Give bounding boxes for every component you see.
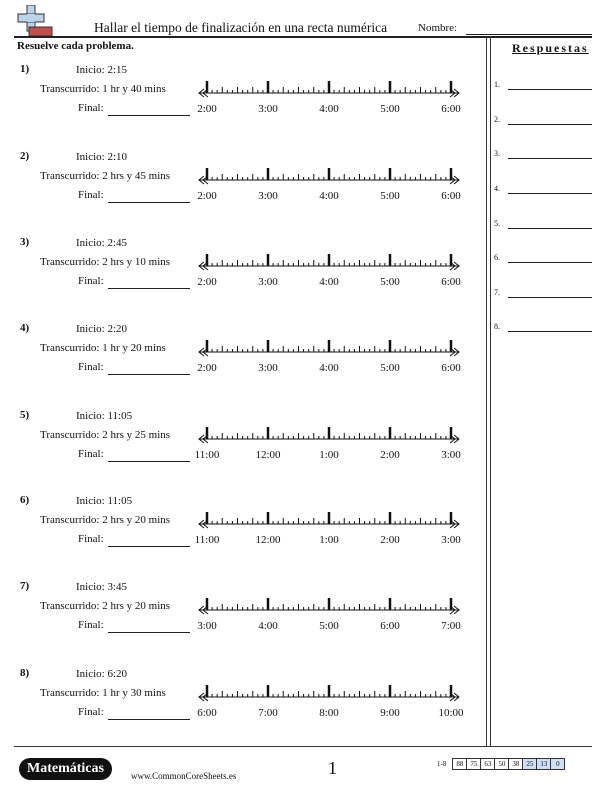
column-divider [490, 36, 491, 746]
start-time: Inicio: 3:45 [76, 581, 128, 593]
final-answer-field[interactable] [108, 202, 190, 203]
tick-label: 5:00 [319, 620, 339, 632]
answer-number: 8. [494, 322, 500, 331]
answer-slot-1 [494, 80, 594, 96]
tick-label: 7:00 [441, 620, 461, 632]
tick-label: 3:00 [258, 190, 278, 202]
tick-label: 2:00 [197, 190, 217, 202]
number-line-svg [197, 330, 463, 360]
answer-field[interactable] [508, 89, 592, 90]
header-divider [14, 36, 592, 38]
answer-slot-8 [494, 322, 594, 338]
number-line-svg [197, 244, 463, 274]
score-cell: 63 [480, 758, 495, 770]
number-line-svg [197, 71, 463, 101]
number-line [194, 417, 463, 461]
page-title: Hallar el tiempo de finalización en una recta numérica [94, 20, 388, 35]
problem-1 [0, 63, 486, 143]
problem-7 [0, 580, 486, 660]
tick-label: 4:00 [319, 103, 339, 115]
answer-field[interactable] [508, 262, 592, 263]
final-label: Final: [78, 102, 104, 114]
elapsed-time: Transcurrido: 2 hrs y 10 mins [40, 256, 171, 268]
number-line-svg [197, 417, 463, 447]
tick-label: 3:00 [258, 276, 278, 288]
elapsed-time: Transcurrido: 2 hrs y 20 mins [40, 600, 171, 612]
answer-number: 3. [494, 149, 500, 158]
tick-label: 3:00 [197, 620, 217, 632]
page-number: 1 [328, 758, 337, 778]
answer-number: 4. [494, 184, 500, 193]
tick-label: 12:00 [255, 534, 281, 546]
start-time: Inicio: 11:05 [76, 495, 133, 507]
tick-label: 12:00 [255, 449, 281, 461]
tick-label: 6:00 [197, 707, 217, 719]
score-range: 1-8 [437, 760, 447, 768]
final-answer-field[interactable] [108, 288, 190, 289]
tick-label: 3:00 [258, 103, 278, 115]
elapsed-time: Transcurrido: 2 hrs y 20 mins [40, 514, 171, 526]
problem-number: 8) [20, 667, 30, 679]
score-cell: 25 [522, 758, 537, 770]
tick-label: 6:00 [441, 362, 461, 374]
final-label: Final: [78, 619, 104, 631]
number-line-svg [197, 502, 463, 532]
problem-number: 5) [20, 409, 30, 421]
start-time: Inicio: 2:15 [76, 64, 128, 76]
tick-label: 8:00 [319, 707, 339, 719]
problem-6 [0, 494, 486, 574]
answer-number: 6. [494, 253, 500, 262]
final-answer-field[interactable] [108, 374, 190, 375]
footer-divider [14, 746, 592, 747]
tick-label: 6:00 [441, 103, 461, 115]
answer-field[interactable] [508, 297, 592, 298]
answers-title: Respuestas [512, 41, 589, 55]
score-cell: 88 [452, 758, 467, 770]
tick-label: 2:00 [197, 276, 217, 288]
problem-number: 7) [20, 580, 30, 592]
answer-slot-5 [494, 219, 594, 235]
problem-number: 6) [20, 494, 30, 506]
tick-label: 6:00 [441, 276, 461, 288]
tick-label: 2:00 [197, 103, 217, 115]
elapsed-time: Transcurrido: 1 hr y 40 mins [40, 83, 166, 95]
final-label: Final: [78, 706, 104, 718]
tick-label: 5:00 [380, 362, 400, 374]
score-cell: 38 [508, 758, 523, 770]
score-cell: 13 [536, 758, 551, 770]
answer-field[interactable] [508, 124, 592, 125]
answer-slot-7 [494, 288, 594, 304]
tick-label: 11:00 [194, 534, 220, 546]
tick-label: 7:00 [258, 707, 278, 719]
answer-slot-2 [494, 115, 594, 131]
problem-number: 4) [20, 322, 30, 334]
elapsed-time: Transcurrido: 2 hrs y 25 mins [40, 429, 171, 441]
score-cell: 75 [466, 758, 481, 770]
problem-5 [0, 409, 486, 489]
start-time: Inicio: 2:45 [76, 237, 128, 249]
problem-4 [0, 322, 486, 402]
name-label: Nombre: [418, 22, 458, 34]
tick-label: 4:00 [258, 620, 278, 632]
tick-label: 2:00 [380, 449, 400, 461]
tick-label: 3:00 [441, 534, 461, 546]
tick-label: 11:00 [194, 449, 220, 461]
number-line-svg [197, 588, 463, 618]
tick-label: 3:00 [258, 362, 278, 374]
final-label: Final: [78, 275, 104, 287]
elapsed-time: Transcurrido: 2 hrs y 45 mins [40, 170, 171, 182]
number-line [197, 588, 463, 632]
answer-field[interactable] [508, 193, 592, 194]
name-field[interactable] [466, 34, 592, 35]
start-time: Inicio: 2:10 [76, 151, 128, 163]
number-line-svg [197, 158, 463, 188]
tick-label: 5:00 [380, 190, 400, 202]
brand-badge: Matemáticas [19, 758, 112, 780]
site-url: www.CommonCoreSheets.es [131, 771, 237, 781]
answer-field[interactable] [508, 158, 592, 159]
instructions: Resuelve cada problema. [17, 40, 134, 52]
problem-number: 1) [20, 63, 30, 75]
answer-number: 1. [494, 80, 500, 89]
start-time: Inicio: 11:05 [76, 410, 133, 422]
answer-number: 2. [494, 115, 500, 124]
problem-number: 2) [20, 150, 30, 162]
problem-number: 3) [20, 236, 30, 248]
number-line [197, 330, 463, 374]
problem-8 [0, 667, 486, 747]
final-answer-field[interactable] [108, 461, 190, 462]
final-label: Final: [78, 448, 104, 460]
tick-label: 4:00 [319, 190, 339, 202]
answer-field[interactable] [508, 228, 592, 229]
plus-ruler-logo-icon [17, 5, 53, 37]
tick-label: 4:00 [319, 276, 339, 288]
problem-3 [0, 236, 486, 316]
number-line [197, 71, 463, 115]
number-line [197, 244, 463, 288]
tick-label: 5:00 [380, 103, 400, 115]
score-table [437, 758, 565, 770]
tick-label: 1:00 [319, 534, 339, 546]
start-time: Inicio: 2:20 [76, 323, 128, 335]
elapsed-time: Transcurrido: 1 hr y 20 mins [40, 342, 166, 354]
start-time: Inicio: 6:20 [76, 668, 128, 680]
final-answer-field[interactable] [108, 632, 190, 633]
tick-label: 4:00 [319, 362, 339, 374]
tick-label: 2:00 [197, 362, 217, 374]
problem-2 [0, 150, 486, 230]
tick-label: 5:00 [380, 276, 400, 288]
final-label: Final: [78, 361, 104, 373]
final-answer-field[interactable] [108, 115, 190, 116]
tick-label: 2:00 [380, 534, 400, 546]
final-answer-field[interactable] [108, 546, 190, 547]
tick-label: 6:00 [380, 620, 400, 632]
number-line [197, 158, 463, 202]
number-line-svg [197, 675, 463, 705]
final-label: Final: [78, 189, 104, 201]
number-line [197, 675, 464, 719]
score-cell: 50 [494, 758, 509, 770]
final-answer-field[interactable] [108, 719, 190, 720]
number-line [194, 502, 463, 546]
tick-label: 9:00 [380, 707, 400, 719]
final-label: Final: [78, 533, 104, 545]
tick-label: 6:00 [441, 190, 461, 202]
answer-field[interactable] [508, 331, 592, 332]
answer-number: 5. [494, 219, 500, 228]
column-divider [486, 36, 487, 746]
answer-slot-6 [494, 253, 594, 269]
answer-slot-4 [494, 184, 594, 200]
elapsed-time: Transcurrido: 1 hr y 30 mins [40, 687, 166, 699]
tick-label: 3:00 [441, 449, 461, 461]
answer-number: 7. [494, 288, 500, 297]
tick-label: 10:00 [438, 707, 464, 719]
tick-label: 1:00 [319, 449, 339, 461]
answer-slot-3 [494, 149, 594, 165]
score-cell: 0 [550, 758, 565, 770]
